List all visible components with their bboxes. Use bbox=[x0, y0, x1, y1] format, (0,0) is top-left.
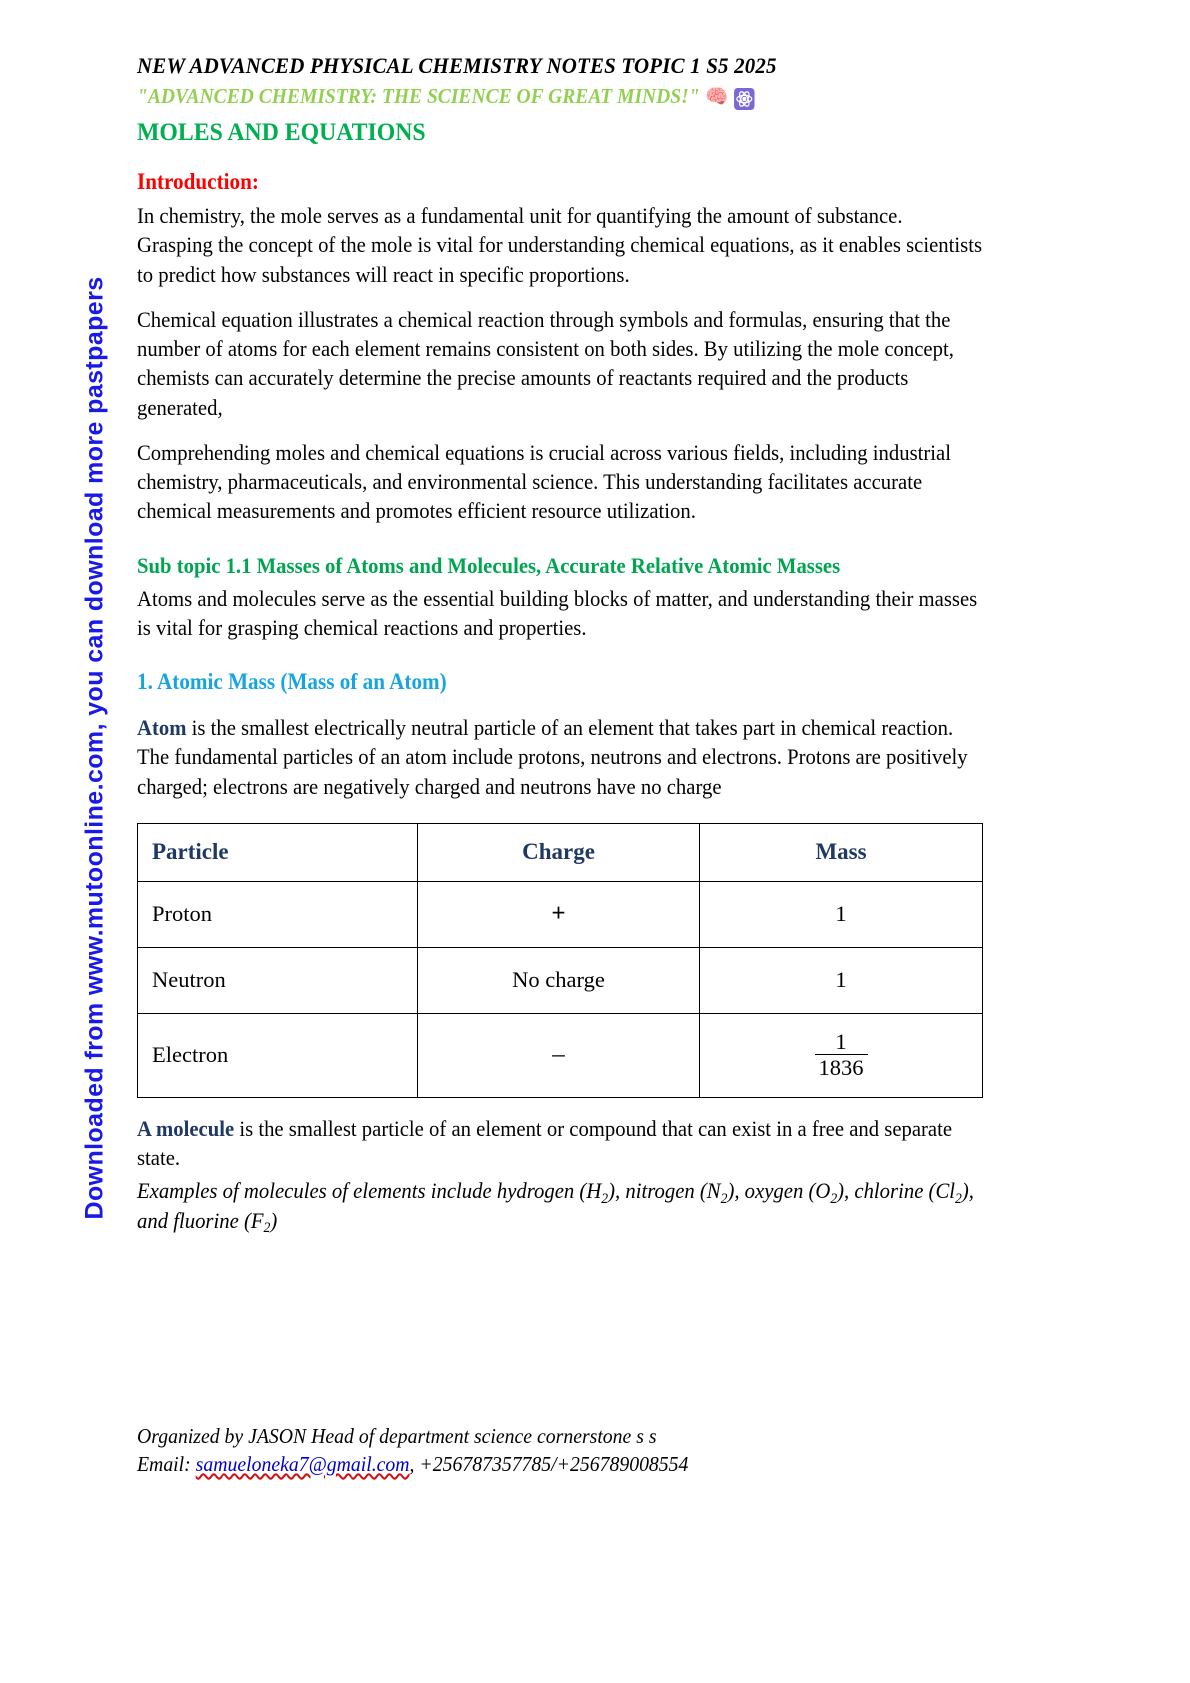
table-header-row bbox=[138, 823, 983, 881]
atomic-mass-heading: 1. Atomic Mass (Mass of an Atom) bbox=[137, 669, 447, 695]
page-title: MOLES AND EQUATIONS bbox=[137, 119, 426, 147]
fraction-denominator: 1836 bbox=[815, 1054, 868, 1080]
molecule-examples bbox=[137, 1176, 982, 1235]
table-row bbox=[138, 1013, 983, 1097]
subscript-2: 2 bbox=[720, 1190, 728, 1207]
subscript-2: 2 bbox=[830, 1190, 838, 1207]
subtopic-paragraph: Atoms and molecules serve as the essential building blocks of matter, and understanding their masses is vital for grasping chemical reactions and properties. bbox=[137, 585, 978, 641]
header-charge: Charge bbox=[418, 823, 700, 881]
examples-line2-b: ), chlorine (Cl bbox=[837, 1178, 956, 1204]
plus-icon: + bbox=[551, 900, 566, 928]
document-title: NEW ADVANCED PHYSICAL CHEMISTRY NOTES TOPIC 1 S5 2025 bbox=[137, 53, 777, 78]
examples-prefix: Examples of molecules of elements include hydrogen (H bbox=[137, 1178, 602, 1204]
intro-paragraph-1: In chemistry, the mole serves as a fundamental unit for quantifying the amount of substance. Grasping the concept of the mole is vital for understanding chemical equations, as it enables scientists to predict how substances will react in specific proportions. bbox=[137, 203, 983, 287]
intro-paragraph-3: Comprehending moles and chemical equations is crucial across various fields, including industrial chemistry, pharmaceuticals, and environmental science. This understanding facilitates accurate chemical measurements and promotes efficient resource utilization. bbox=[137, 439, 952, 524]
document-content bbox=[137, 52, 982, 1235]
molecule-keyword: A molecule bbox=[137, 1115, 235, 1141]
footer-organizer: Organized by JASON Head of department science cornerstone s s bbox=[137, 1424, 657, 1448]
footer-contact bbox=[137, 1451, 945, 1479]
molecule-definition-text: is the smallest particle of an element or compound that can exist in a free and separate state. bbox=[137, 1115, 953, 1171]
document-subtitle-row bbox=[137, 83, 923, 109]
brain-icon: 🧠 bbox=[705, 86, 729, 109]
cell-mass-proton: 1 bbox=[700, 881, 983, 947]
subscript-2: 2 bbox=[955, 1190, 962, 1207]
cell-particle-electron: Electron bbox=[138, 1013, 418, 1097]
subscript-2: 2 bbox=[601, 1190, 609, 1207]
atomic-mass-paragraph bbox=[137, 713, 982, 801]
cell-charge-neutron: No charge bbox=[418, 947, 700, 1013]
minus-icon: – bbox=[552, 1041, 565, 1069]
table-row bbox=[138, 947, 983, 1013]
cell-particle-proton: Proton bbox=[138, 881, 418, 947]
molecule-paragraph bbox=[137, 1114, 982, 1173]
cell-charge-proton bbox=[418, 881, 700, 947]
table-row bbox=[138, 881, 983, 947]
cell-mass-neutron: 1 bbox=[700, 947, 983, 1013]
introduction-label: Introduction: bbox=[137, 169, 259, 195]
atom-symbol-icon bbox=[734, 88, 754, 110]
particle-properties-table bbox=[137, 823, 983, 1098]
examples-end: ), oxygen bbox=[727, 1178, 804, 1204]
cell-particle-neutron: Neutron bbox=[138, 947, 418, 1013]
intro-paragraph-2: Chemical equation illustrates a chemical reaction through symbols and formulas, ensuring that the number of atoms for each element remains consistent on both sides. By utilizing the mole concept, chemists can accurately determine the precise amounts of reactants required and the products generated, bbox=[137, 306, 954, 420]
atom-definition-text: is the smallest electrically neutral particle of an element that takes part in chemical reaction. The fundamental particles of an atom include protons, neutrons and electrons. Protons are positively charged; electrons are negatively charged and neutrons have no charge bbox=[137, 715, 968, 799]
subscript-2: 2 bbox=[263, 1219, 271, 1236]
cell-charge-electron bbox=[418, 1013, 700, 1097]
examples-line2-c: ), and fluorine (F bbox=[137, 1178, 974, 1233]
subtopic-heading: Sub topic 1.1 Masses of Atoms and Molecules, Accurate Relative Atomic Masses bbox=[137, 552, 841, 578]
header-particle: Particle bbox=[138, 823, 418, 881]
fraction-numerator: 1 bbox=[835, 1029, 847, 1055]
examples-mid: ), nitrogen (N bbox=[608, 1178, 721, 1204]
download-watermark-text: Downloaded from www.mutoonline.com, you can download more pastpapers bbox=[80, 276, 109, 1220]
footer-phones: , +256787357785/+256789008554 bbox=[409, 1451, 689, 1476]
document-subtitle-text: "ADVANCED CHEMISTRY: THE SCIENCE OF GREAT MINDS!" bbox=[137, 83, 700, 108]
fraction-one-over-1836 bbox=[815, 1030, 868, 1079]
document-footer bbox=[137, 1423, 945, 1479]
email-link[interactable]: samueloneka7@gmail.com bbox=[195, 1451, 410, 1476]
watermark-strip bbox=[0, 0, 120, 1683]
particle-table-wrapper bbox=[137, 823, 982, 1098]
examples-line2-a: (O bbox=[808, 1178, 831, 1204]
cell-mass-electron bbox=[700, 1013, 983, 1097]
atom-keyword: Atom bbox=[137, 715, 187, 741]
examples-line2-d: ) bbox=[270, 1207, 278, 1233]
email-label: Email: bbox=[137, 1451, 191, 1476]
header-mass: Mass bbox=[700, 823, 983, 881]
